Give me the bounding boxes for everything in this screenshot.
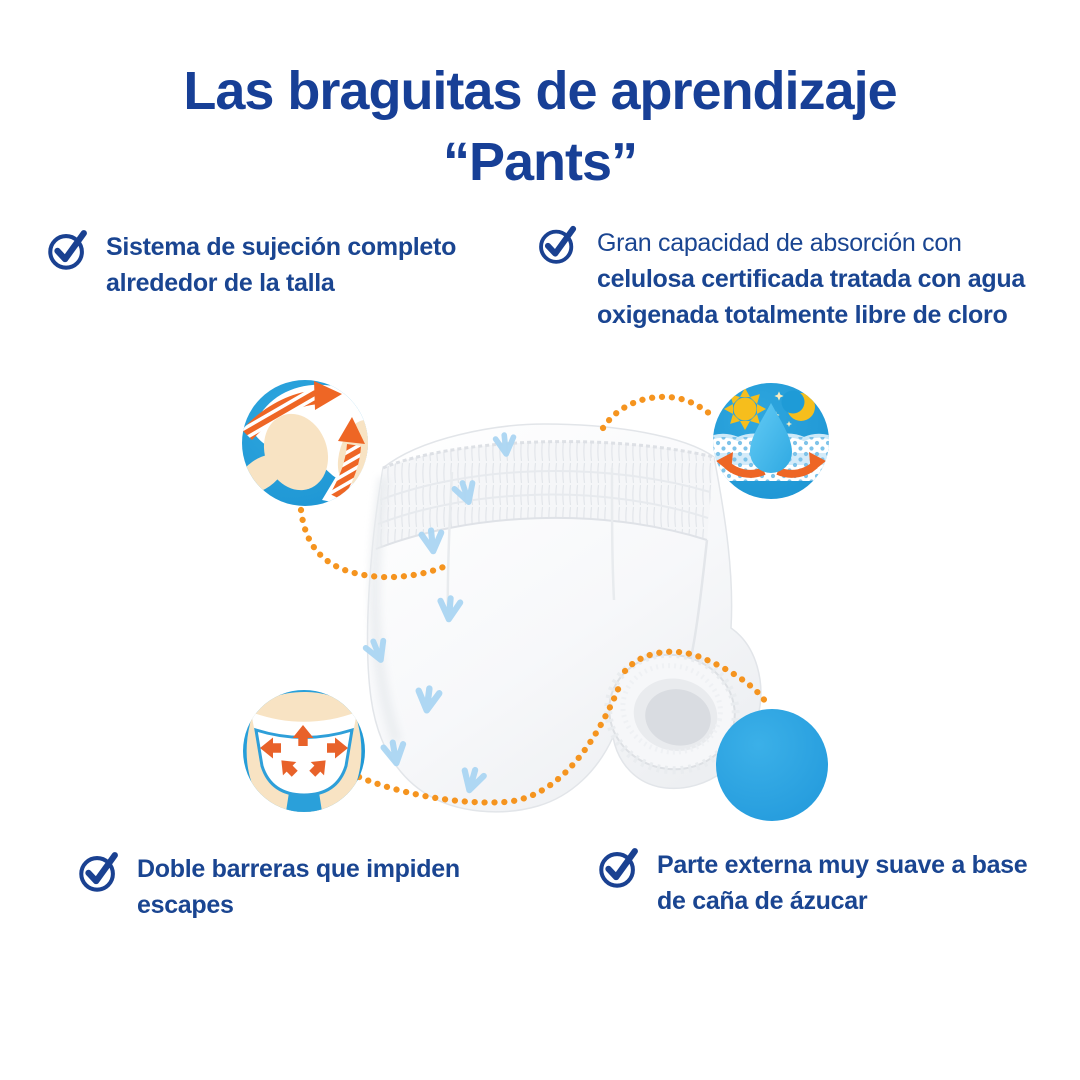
dotted-connector-absorption [603, 397, 712, 428]
feature-absorcion [536, 226, 1048, 333]
check-circle-icon [76, 848, 122, 894]
feature-text [597, 226, 1048, 333]
leak-barriers-icon [243, 690, 365, 818]
feature-text-bold: Doble barreras que impiden escapes [137, 855, 460, 919]
check-circle-icon [596, 844, 642, 890]
feature-text-bold: Sistema de sujeción completo alrededor de la talla [106, 233, 457, 297]
title-line-1: Las braguitas de aprendizaje [183, 61, 897, 121]
diaper-image [365, 424, 761, 812]
feature-sujecion [45, 230, 497, 302]
feature-text [657, 848, 1056, 920]
title-line-2: “Pants” [442, 132, 638, 193]
check-circle-icon [45, 226, 91, 272]
feature-text [106, 230, 497, 302]
feather-icon [716, 709, 828, 821]
waistband-elastic-icon [230, 380, 383, 510]
feature-suave [596, 848, 1056, 920]
day-night-absorption-icon [706, 383, 836, 499]
page-title [0, 56, 1080, 199]
check-circle-icon [536, 222, 582, 268]
feature-barreras [76, 852, 512, 924]
feature-text [137, 852, 512, 924]
feature-text-bold: Parte externa muy suave a base de caña de ázucar [657, 851, 1028, 915]
feature-text-bold: celulosa certificada tratada con agua oxigenada totalmente libre de cloro [597, 264, 1025, 329]
feature-text-regular: Gran capacidad de absorción con [597, 229, 962, 257]
